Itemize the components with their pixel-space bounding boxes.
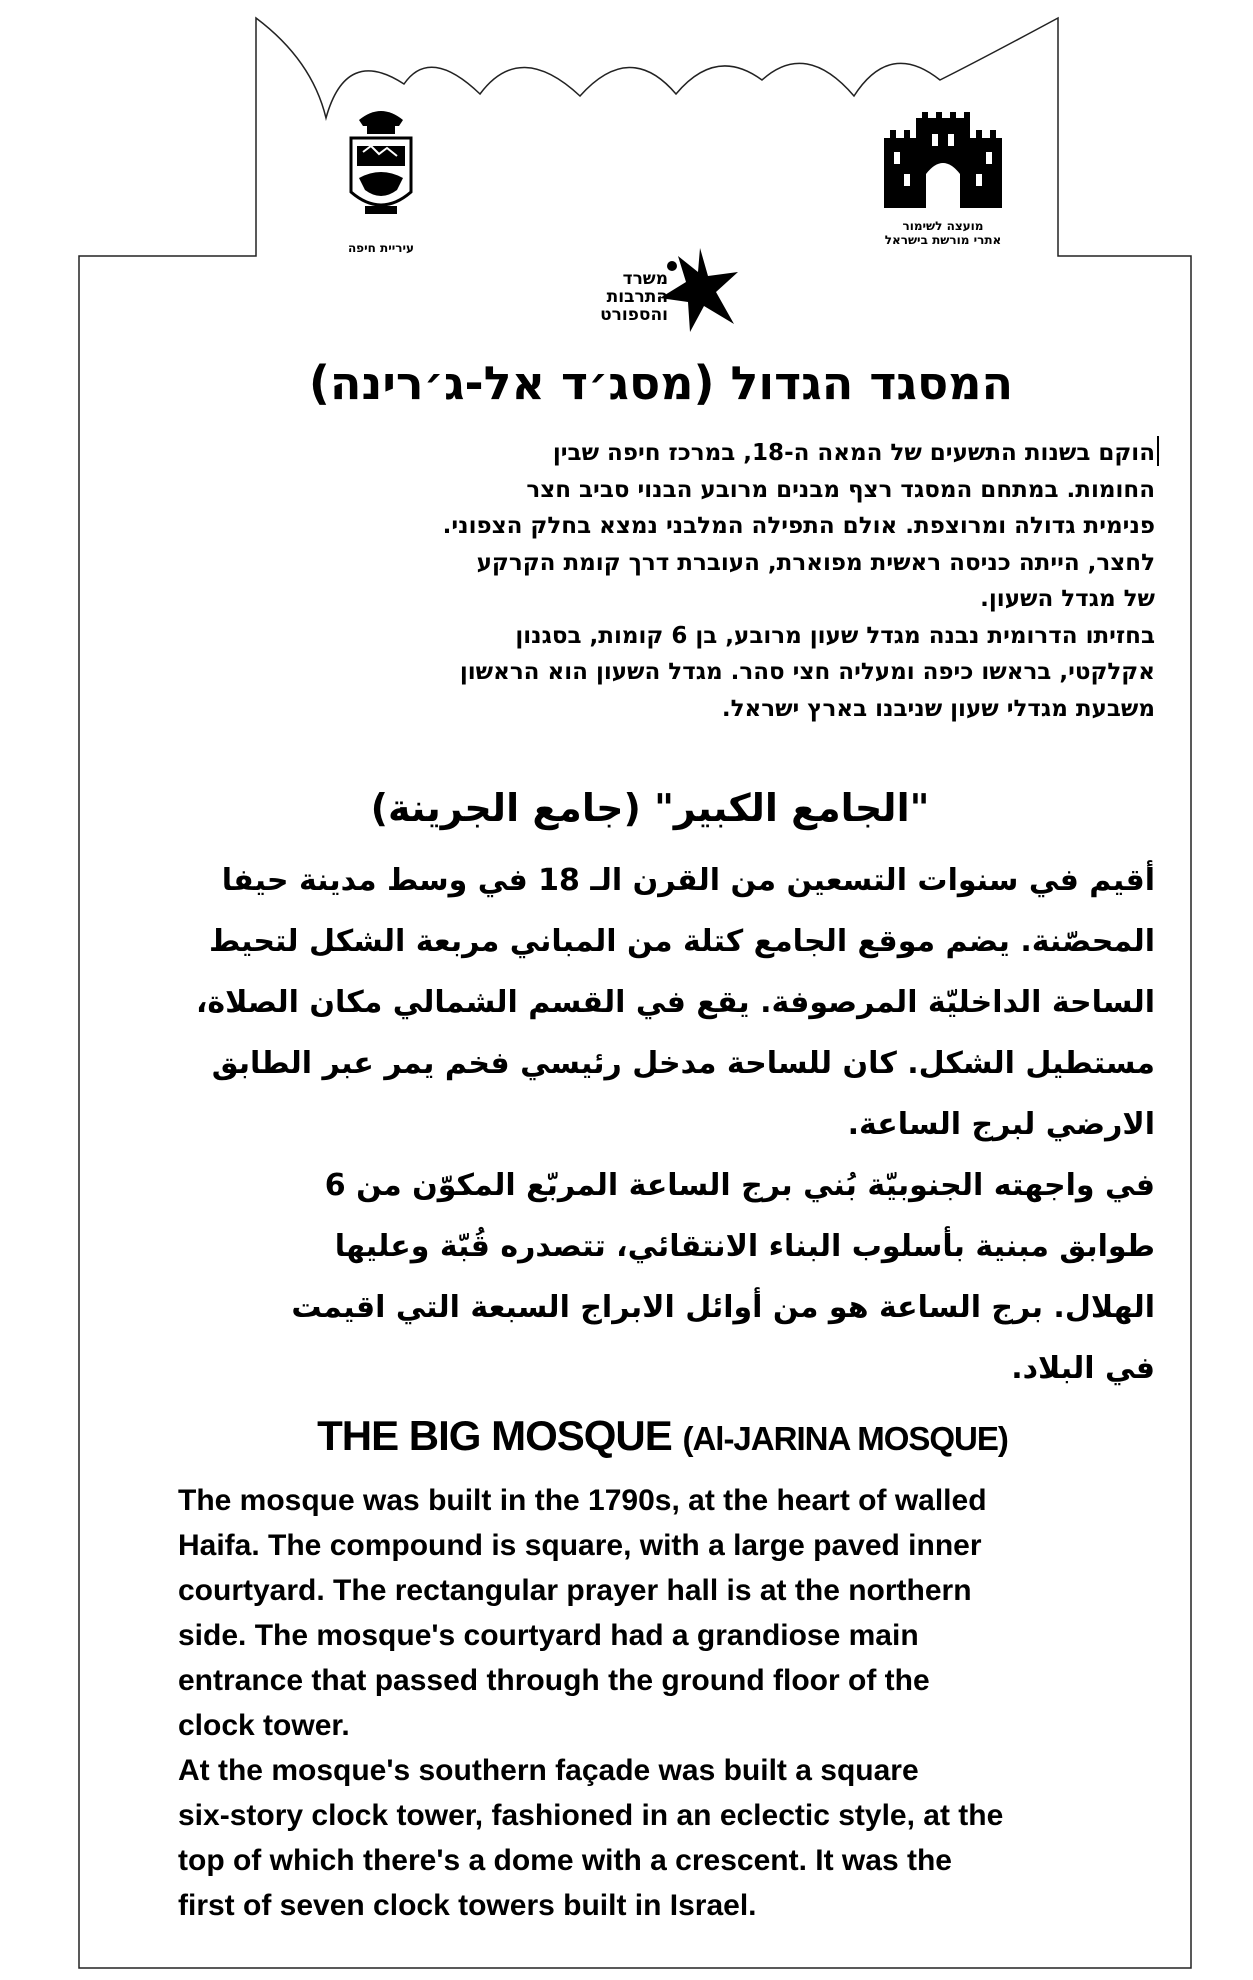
ministry-line-2: התרבות <box>606 287 668 307</box>
ministry-line-3: והספורט <box>600 305 668 325</box>
hebrew-line: לחצר, הייתה כניסה ראשית מפוארת, העוברת דרך קומת הקרקע <box>476 549 1155 576</box>
haifa-municipality-logo <box>326 106 436 255</box>
english-line: side. The mosque's courtyard had a grandiose main <box>178 1619 919 1652</box>
haifa-municipality-caption: עיריית חיפה <box>347 241 415 255</box>
arabic-line: أقيم في سنوات التسعين من القرن الـ 18 في وسط مدينة حيفا <box>221 863 1155 898</box>
heritage-caption-line1: מועצה לשימור <box>902 219 984 233</box>
english-line: six-story clock tower, fashioned in an eclectic style, at the <box>178 1799 1004 1832</box>
english-line: The mosque was built in the 1790s, at the heart of walled <box>178 1484 987 1517</box>
city-gate-icon <box>878 108 1008 208</box>
hebrew-line: משבעת מגדלי שעון שניבנו בארץ ישראל. <box>721 695 1155 722</box>
english-line: top of which there's a dome with a crescent. It was the <box>178 1844 952 1877</box>
ministry-line-1: משרד <box>622 269 668 289</box>
english-line: clock tower. <box>178 1709 350 1742</box>
hebrew-line: של מגדל השעון. <box>980 586 1155 612</box>
arabic-line: طوابق مبنية بأسلوب البناء الانتقائي، تتصدره قُبّة وعليها <box>334 1229 1155 1264</box>
haifa-emblem-icon <box>341 106 421 236</box>
english-line: first of seven clock towers built in Israel. <box>178 1889 757 1922</box>
arabic-line: مستطيل الشكل. كان للساحة مدخل رئيسي فخم يمر عبر الطابق <box>211 1046 1155 1081</box>
english-title <box>170 1408 1155 1467</box>
arabic-body <box>170 850 1155 1399</box>
english-line: At the mosque's southern façade was built a square <box>178 1754 919 1787</box>
arabic-title: "الجامع الكبير" (جامع الجرينة) <box>370 786 930 830</box>
ministry-logo-text <box>578 270 668 324</box>
english-body <box>178 1478 1168 1928</box>
hebrew-line: אקלקטי, בראשו כיפה ומעליה חצי סהר. מגדל השעון הוא הראשון <box>459 659 1155 685</box>
star-logo-icon <box>660 248 740 332</box>
heritage-council-logo <box>858 108 1028 247</box>
english-line: Haifa. The compound is square, with a large paved inner <box>178 1529 982 1562</box>
hebrew-line: פנימית גדולה ומרוצפת. אולם התפילה המלבני נמצא בחלק הצפוני. <box>442 513 1155 539</box>
english-title-sub: (Al-JARINA MOSQUE) <box>682 1420 1008 1457</box>
arabic-line: المحصّنة. يضم موقع الجامع كتلة من المباني مربعة الشكل لتحيط <box>209 924 1155 959</box>
arabic-line: الارضي لبرج الساعة. <box>847 1107 1155 1142</box>
english-line: entrance that passed through the ground floor of the <box>178 1664 930 1697</box>
heritage-caption-line2: אתרי מורשת בישראל <box>884 233 1002 247</box>
arabic-line: الهلال. برج الساعة هو من أوائل الابراج السبعة التي اقيمت <box>291 1290 1155 1325</box>
hebrew-line: הוקם בשנות התשעים של המאה ה-18, במרכז חיפה שבין <box>552 440 1155 466</box>
hebrew-line: החומות. במתחם המסגד רצף מבנים מרובע הבנוי סביב חצר <box>526 476 1155 503</box>
arabic-line: الساحة الداخليّة المرصوفة. يقع في القسم الشمالي مكان الصلاة، <box>195 985 1155 1020</box>
arabic-line: في واجهته الجنوبيّة بُني برج الساعة المربّع المكوّن من 6 <box>324 1168 1155 1203</box>
english-line: courtyard. The rectangular prayer hall is at the northern <box>178 1574 972 1607</box>
hebrew-body <box>170 435 1155 727</box>
arabic-line: في البلاد. <box>1011 1351 1155 1386</box>
english-title-main: THE BIG MOSQUE <box>317 1412 672 1459</box>
hebrew-title: המסגד הגדול (מסג׳ד אל-ג׳רינה) <box>308 356 1014 410</box>
hebrew-line: בחזיתו הדרומית נבנה מגדל שעון מרובע, בן 6 קומות, בסגנון <box>515 622 1155 649</box>
